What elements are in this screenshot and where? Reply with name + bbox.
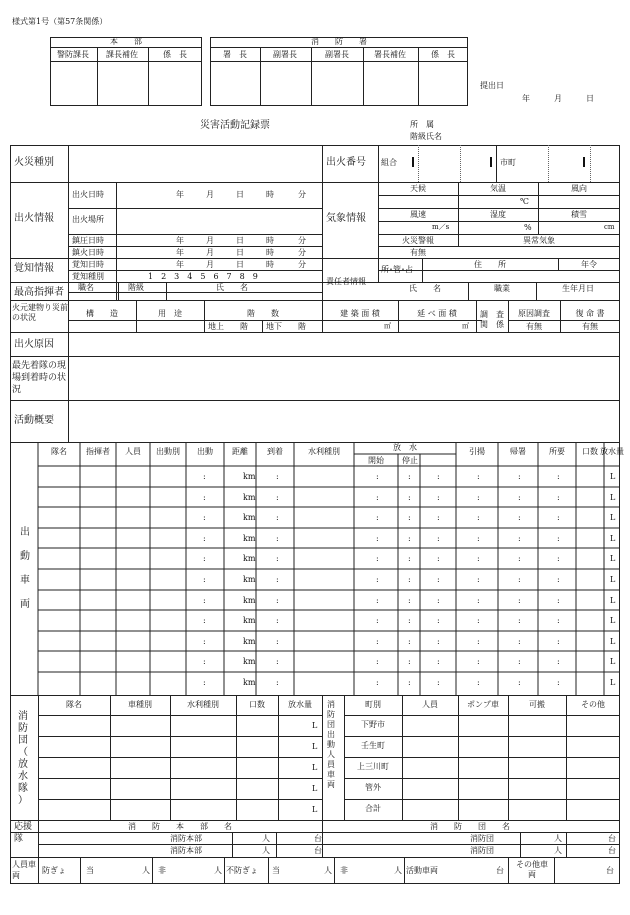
snow-label: 積雪 bbox=[571, 210, 587, 219]
vehicle-row-cell: L bbox=[610, 596, 616, 605]
vehicle-col-header: 口数 bbox=[582, 447, 598, 456]
rank-label: 階級 bbox=[128, 283, 144, 292]
vehicle-row-cell: : bbox=[408, 596, 411, 605]
ymd-unit: 分 bbox=[298, 190, 306, 199]
support-dan-nin: 人 bbox=[554, 834, 562, 843]
corps-section-label: 団 bbox=[18, 735, 28, 746]
vehicle-row-cell: : bbox=[518, 575, 521, 584]
corps-section-label: ） bbox=[18, 795, 28, 806]
support-nin: 人 bbox=[262, 834, 270, 843]
age-label: 年令 bbox=[581, 260, 597, 269]
vehicle-row-cell: : bbox=[518, 554, 521, 563]
restore-doc-label: 復 命 書 bbox=[575, 309, 605, 318]
dispatch-town: 下野市 bbox=[361, 720, 385, 729]
ymd-unit: 月 bbox=[206, 260, 214, 269]
ymd-unit: 分 bbox=[298, 260, 306, 269]
hi2-nin: 人 bbox=[394, 866, 402, 875]
dispatch-town: 上三川町 bbox=[357, 762, 389, 771]
vehicle-row-cell: : bbox=[477, 637, 480, 646]
vehicle-row-cell: : bbox=[203, 513, 206, 522]
support-dan-dai: 台 bbox=[608, 846, 616, 855]
vehicle-row-cell: : bbox=[276, 472, 279, 481]
vehicle-row-cell: : bbox=[203, 596, 206, 605]
vehicle-row-cell: : bbox=[276, 596, 279, 605]
support-dan-nin: 人 bbox=[554, 846, 562, 855]
support-dai: 台 bbox=[314, 846, 322, 855]
perception-label: 覚知情報 bbox=[14, 263, 54, 274]
vehicle-row-cell: : bbox=[477, 657, 480, 666]
personnel-label: 人員車両 bbox=[12, 860, 36, 880]
support-label: 応援隊 bbox=[14, 822, 33, 844]
vehicle-row-cell: : bbox=[437, 596, 440, 605]
ymd-unit: 分 bbox=[298, 248, 306, 257]
vehicle-row-cell: : bbox=[557, 616, 560, 625]
shobosho-header: 消 防 署 bbox=[311, 37, 367, 46]
ymd-unit: 年 bbox=[176, 236, 184, 245]
hi-label: 非 bbox=[158, 866, 166, 875]
sho-col: 副署長 bbox=[273, 50, 297, 59]
commander-label: 最高指揮者 bbox=[14, 287, 64, 298]
activity-label: 活動概要 bbox=[14, 415, 54, 426]
page-title: 災害活動記録票 bbox=[200, 120, 270, 131]
ymd-unit: 日 bbox=[236, 190, 244, 199]
vehicle-row-cell: L bbox=[610, 637, 616, 646]
vehicle-row-cell: : bbox=[557, 575, 560, 584]
vehicle-col-header: 放 水 bbox=[393, 443, 417, 452]
vehicle-row-cell: : bbox=[376, 596, 379, 605]
ymd-unit: 時 bbox=[266, 190, 274, 199]
fire-info-label: 出火情報 bbox=[14, 213, 54, 224]
first-unit-label: 最先着隊の現場到着時の状況 bbox=[12, 361, 67, 395]
total-area-unit: ㎡ bbox=[462, 322, 469, 330]
vehicle-row-cell: : bbox=[376, 472, 379, 481]
vehicle-row-cell: : bbox=[518, 493, 521, 502]
ymd-unit: 年 bbox=[176, 260, 184, 269]
vehicle-row-cell: : bbox=[518, 534, 521, 543]
support-honbu-header: 消 防 本 部 名 bbox=[128, 822, 232, 831]
form-number: 様式第1号（第57条関係） bbox=[12, 17, 108, 26]
investigation-label: 調 査関 係 bbox=[480, 310, 504, 329]
vehicle-row-cell: : bbox=[203, 616, 206, 625]
dispatch-col-header: ポンプ車 bbox=[467, 700, 499, 709]
vehicle-row-cell: : bbox=[276, 493, 279, 502]
vehicle-row-cell: : bbox=[376, 493, 379, 502]
cause-label: 出火原因 bbox=[14, 339, 54, 350]
vehicle-row-cell: km bbox=[243, 616, 256, 625]
address-label: 住 所 bbox=[474, 260, 506, 269]
ymd-unit: 月 bbox=[206, 236, 214, 245]
vehicle-row-cell: : bbox=[408, 534, 411, 543]
vehicle-row-cell: : bbox=[376, 637, 379, 646]
vehicle-row-cell: : bbox=[477, 554, 480, 563]
extinguish-label: 鎮火日時 bbox=[72, 248, 104, 257]
vehicle-col-header: 放水量 bbox=[600, 447, 624, 456]
vehicle-row-cell: : bbox=[203, 534, 206, 543]
vehicle-col-header: 距離 bbox=[232, 447, 248, 456]
vehicle-row-cell: L bbox=[610, 657, 616, 666]
vehicle-row-cell: : bbox=[408, 493, 411, 502]
tou-label: 当 bbox=[86, 866, 94, 875]
ymd-unit: 年 bbox=[176, 190, 184, 199]
tou2-nin: 人 bbox=[324, 866, 332, 875]
vehicle-row-cell: : bbox=[518, 616, 521, 625]
vehicle-row-cell: : bbox=[203, 637, 206, 646]
vehicle-row-cell: : bbox=[477, 534, 480, 543]
vehicle-row-cell: : bbox=[557, 596, 560, 605]
honbu-col: 係 長 bbox=[163, 50, 187, 59]
corps-L: L bbox=[312, 763, 318, 772]
support-dan-header: 消 防 団 名 bbox=[430, 822, 510, 831]
other-dai: 台 bbox=[606, 866, 614, 875]
below-floors: 地下 階 bbox=[266, 322, 306, 331]
vehicle-row-cell: : bbox=[477, 616, 480, 625]
kumiai-label: 組合 bbox=[381, 158, 397, 167]
structure-label: 構 造 bbox=[86, 309, 118, 318]
ymd-unit: 時 bbox=[266, 236, 274, 245]
temp-label: 気温 bbox=[490, 184, 506, 193]
fire-no-label: 出火番号 bbox=[326, 157, 366, 168]
corps-section-label: （ bbox=[18, 747, 28, 758]
vehicle-row-cell: : bbox=[518, 657, 521, 666]
vehicle-row-cell: L bbox=[610, 534, 616, 543]
support-dan-dai: 台 bbox=[608, 834, 616, 843]
dispatch-town: 合計 bbox=[365, 804, 381, 813]
vehicle-row-cell: km bbox=[243, 678, 256, 687]
bldg-area-label: 建 築 面 積 bbox=[340, 309, 380, 318]
corps-L: L bbox=[312, 742, 318, 751]
vehicle-row-cell: km bbox=[243, 596, 256, 605]
other-vehicle-label: その他車 両 bbox=[516, 860, 556, 879]
perception-numbers: 1 2 3 4 5 6 7 8 9 bbox=[148, 272, 258, 281]
vehicle-row-cell: : bbox=[518, 513, 521, 522]
vehicle-section-label-4: 両 bbox=[20, 599, 30, 610]
vehicle-section-label-2: 動 bbox=[20, 551, 30, 562]
vehicle-row-cell: : bbox=[376, 554, 379, 563]
vehicle-row-cell: : bbox=[276, 637, 279, 646]
bldg-area-unit: ㎡ bbox=[384, 322, 391, 330]
vehicle-row-cell: : bbox=[477, 575, 480, 584]
vehicle-col-header: 引揚 bbox=[469, 447, 485, 456]
vehicle-row-cell: : bbox=[408, 616, 411, 625]
vehicle-row-cell: : bbox=[408, 678, 411, 687]
vehicle-row-cell: : bbox=[518, 678, 521, 687]
corps-col-header: 隊名 bbox=[66, 700, 82, 709]
vehicle-row-cell: : bbox=[477, 513, 480, 522]
responsible-label: 責任者情報 bbox=[326, 277, 366, 286]
vehicle-row-cell: : bbox=[376, 657, 379, 666]
dispatch-col-header: 町別 bbox=[365, 700, 381, 709]
support-dai: 台 bbox=[314, 834, 322, 843]
vehicle-row-cell: : bbox=[376, 678, 379, 687]
vehicle-col-header: 停止 bbox=[402, 456, 418, 465]
vehicle-row-cell: : bbox=[557, 657, 560, 666]
vehicle-row-cell: : bbox=[203, 472, 206, 481]
corps-section-label: 水 bbox=[18, 771, 28, 782]
corps-section-label: 隊 bbox=[18, 783, 28, 794]
vehicle-col-header: 出動別 bbox=[156, 447, 180, 456]
birth-label: 生年月日 bbox=[562, 284, 594, 293]
honbu-col: 警防課長 bbox=[57, 50, 89, 59]
vehicle-row-cell: : bbox=[408, 657, 411, 666]
vehicle-col-header: 所要 bbox=[549, 447, 565, 456]
support-nin: 人 bbox=[262, 846, 270, 855]
vehicle-row-cell: : bbox=[203, 575, 206, 584]
corps-L: L bbox=[312, 805, 318, 814]
speed-unit: m／s bbox=[432, 223, 450, 231]
corps-L: L bbox=[312, 784, 318, 793]
vehicle-row-cell: L bbox=[610, 616, 616, 625]
resp-name-label: 氏 名 bbox=[409, 284, 441, 293]
vehicle-row-cell: : bbox=[557, 554, 560, 563]
vehicle-col-header: 開始 bbox=[368, 456, 384, 465]
ymd-unit: 時 bbox=[266, 248, 274, 257]
vehicle-row-cell: : bbox=[518, 596, 521, 605]
abnormal-label: 異常気象 bbox=[523, 236, 555, 245]
vehicle-row-cell: : bbox=[408, 513, 411, 522]
vehicle-row-cell: : bbox=[557, 678, 560, 687]
vehicle-col-header: 到着 bbox=[267, 447, 283, 456]
vehicle-row-cell: km bbox=[243, 534, 256, 543]
sho-col: 署 長 bbox=[223, 50, 247, 59]
vehicle-row-cell: km bbox=[243, 637, 256, 646]
vehicle-section-label-3: 車 bbox=[20, 575, 30, 586]
vehicle-row-cell: : bbox=[437, 678, 440, 687]
rank-name-label: 階級氏名 bbox=[410, 132, 442, 141]
vehicle-col-header: 隊名 bbox=[51, 447, 67, 456]
vehicle-col-header: 指揮者 bbox=[86, 447, 110, 456]
sho-col: 署長補佐 bbox=[374, 50, 406, 59]
vehicle-row-cell: L bbox=[610, 513, 616, 522]
shicho-label: 市町 bbox=[500, 158, 516, 167]
sho-col: 副署長 bbox=[325, 50, 349, 59]
vehicle-row-cell: : bbox=[518, 472, 521, 481]
dispatch-col-header: その他 bbox=[581, 700, 605, 709]
vehicle-row-cell: : bbox=[437, 657, 440, 666]
vehicle-row-cell: : bbox=[437, 472, 440, 481]
weather-info-label: 気象情報 bbox=[326, 213, 366, 224]
usage-label: 用 途 bbox=[158, 309, 182, 318]
fire-type-label: 火災種別 bbox=[14, 157, 54, 168]
date-year: 年 bbox=[522, 94, 530, 103]
ymd-unit: 年 bbox=[176, 248, 184, 257]
honbu-header: 本 部 bbox=[110, 37, 142, 46]
vehicle-row-cell: L bbox=[610, 575, 616, 584]
vehicle-col-header: 人員 bbox=[125, 447, 141, 456]
weather-label: 天候 bbox=[410, 184, 426, 193]
above-floors: 地上 階 bbox=[208, 322, 248, 331]
vehicle-row-cell: : bbox=[437, 575, 440, 584]
vehicle-row-cell: L bbox=[610, 493, 616, 502]
cm-unit: cm bbox=[604, 223, 615, 231]
vehicle-row-cell: : bbox=[437, 637, 440, 646]
temp-unit: ℃ bbox=[520, 197, 529, 206]
vehicle-row-cell: km bbox=[243, 493, 256, 502]
vehicle-section-label-1: 出 bbox=[20, 527, 30, 538]
vehicle-row-cell: : bbox=[408, 472, 411, 481]
fire-datetime-label: 出火日時 bbox=[72, 190, 104, 199]
vehicle-row-cell: km bbox=[243, 575, 256, 584]
corps-section-label: 放 bbox=[18, 759, 28, 770]
fubougyo-label: 不防ぎょ bbox=[226, 866, 258, 875]
vehicle-row-cell: : bbox=[477, 472, 480, 481]
total-area-label: 延 べ 面 積 bbox=[417, 309, 457, 318]
vehicle-row-cell: : bbox=[437, 616, 440, 625]
submit-date-label: 提出日 bbox=[480, 81, 504, 90]
vehicle-col-header: 出動 bbox=[197, 447, 213, 456]
vehicle-row-cell: : bbox=[376, 575, 379, 584]
vehicle-row-cell: : bbox=[376, 616, 379, 625]
bougyo-label: 防ぎょ bbox=[42, 866, 66, 875]
ymd-unit: 月 bbox=[206, 248, 214, 257]
vehicle-row-cell: : bbox=[276, 657, 279, 666]
vehicle-row-cell: : bbox=[203, 657, 206, 666]
date-month: 月 bbox=[554, 94, 562, 103]
vehicle-row-cell: : bbox=[203, 493, 206, 502]
support-honbu-row: 消防本部 bbox=[170, 846, 202, 855]
vehicle-row-cell: : bbox=[203, 678, 206, 687]
pct-unit: % bbox=[524, 223, 532, 232]
origin-bldg-label: 火元建物り災前の状況 bbox=[12, 303, 68, 322]
vehicle-row-cell: : bbox=[557, 534, 560, 543]
suppress-label: 鎮圧日時 bbox=[72, 236, 104, 245]
corps-col-header: 口数 bbox=[249, 700, 265, 709]
affiliation-label: 所 属 bbox=[410, 120, 434, 129]
alarm-yesno: 有無 bbox=[410, 248, 426, 257]
vehicle-row-cell: : bbox=[557, 472, 560, 481]
katsudo-label: 活動車両 bbox=[406, 866, 438, 875]
corps-L: L bbox=[312, 721, 318, 730]
ymd-unit: 月 bbox=[206, 190, 214, 199]
position-label: 職名 bbox=[78, 283, 94, 292]
katsudo-dai: 台 bbox=[496, 866, 504, 875]
support-dan-row: 消防団 bbox=[470, 846, 494, 855]
ymd-unit: 分 bbox=[298, 236, 306, 245]
tou2-label: 当 bbox=[272, 866, 280, 875]
vehicle-row-cell: : bbox=[276, 575, 279, 584]
vehicle-row-cell: : bbox=[203, 554, 206, 563]
vehicle-row-cell: km bbox=[243, 554, 256, 563]
corps-col-header: 水利種別 bbox=[187, 700, 219, 709]
vehicle-row-cell: : bbox=[437, 493, 440, 502]
dispatch-town: 壬生町 bbox=[361, 741, 385, 750]
vehicle-row-cell: : bbox=[408, 637, 411, 646]
support-honbu-row: 消防本部 bbox=[170, 834, 202, 843]
vehicle-row-cell: km bbox=[243, 472, 256, 481]
dispatch-label: 消防団出動人員車両 bbox=[327, 700, 335, 789]
perception-type-label: 覚知種別 bbox=[72, 272, 104, 281]
vehicle-row-cell: : bbox=[376, 513, 379, 522]
vehicle-row-cell: : bbox=[276, 513, 279, 522]
tou-nin: 人 bbox=[142, 866, 150, 875]
hi-nin: 人 bbox=[214, 866, 222, 875]
ymd-unit: 時 bbox=[266, 260, 274, 269]
vehicle-row-cell: : bbox=[477, 678, 480, 687]
vehicle-row-cell: L bbox=[610, 554, 616, 563]
vehicle-row-cell: : bbox=[408, 554, 411, 563]
ymd-unit: 日 bbox=[236, 260, 244, 269]
vehicle-row-cell: : bbox=[437, 513, 440, 522]
vehicle-row-cell: : bbox=[376, 534, 379, 543]
ymd-unit: 日 bbox=[236, 248, 244, 257]
corps-section-label: 消 bbox=[18, 711, 28, 722]
restore-yesno: 有無 bbox=[582, 322, 598, 331]
ymd-unit: 日 bbox=[236, 236, 244, 245]
dispatch-col-header: 人員 bbox=[422, 700, 438, 709]
vehicle-row-cell: : bbox=[477, 493, 480, 502]
vehicle-row-cell: : bbox=[518, 637, 521, 646]
vehicle-row-cell: : bbox=[477, 596, 480, 605]
floors-label: 階 数 bbox=[247, 309, 279, 318]
fire-alarm-label: 火災警報 bbox=[402, 236, 434, 245]
honbu-col: 課長補佐 bbox=[106, 50, 138, 59]
vehicle-row-cell: km bbox=[243, 513, 256, 522]
occupation-label: 職業 bbox=[494, 284, 510, 293]
cause-inv-label: 原因調査 bbox=[518, 309, 550, 318]
vehicle-col-header: 帰署 bbox=[510, 447, 526, 456]
vehicle-row-cell: km bbox=[243, 657, 256, 666]
vehicle-row-cell: L bbox=[610, 472, 616, 481]
vehicle-row-cell: : bbox=[276, 616, 279, 625]
vehicle-row-cell: : bbox=[437, 554, 440, 563]
vehicle-row-cell: : bbox=[276, 554, 279, 563]
vehicle-row-cell: : bbox=[437, 534, 440, 543]
vehicle-row-cell: : bbox=[276, 534, 279, 543]
vehicle-row-cell: : bbox=[557, 637, 560, 646]
vehicle-row-cell: : bbox=[557, 513, 560, 522]
corps-section-label: 防 bbox=[18, 723, 28, 734]
dispatch-town: 管外 bbox=[365, 783, 381, 792]
fire-place-label: 出火場所 bbox=[72, 215, 104, 224]
person-name-label: 氏 名 bbox=[216, 283, 248, 292]
perception-datetime-label: 覚知日時 bbox=[72, 260, 104, 269]
date-day: 日 bbox=[586, 94, 594, 103]
wind-dir-label: 風向 bbox=[571, 184, 587, 193]
hi2-label: 非 bbox=[340, 866, 348, 875]
dispatch-col-header: 可搬 bbox=[529, 700, 545, 709]
corps-col-header: 車種別 bbox=[128, 700, 152, 709]
wind-speed-label: 風速 bbox=[410, 210, 426, 219]
shokan-label: 所･管･占 bbox=[381, 265, 413, 274]
support-dan-row: 消防団 bbox=[470, 834, 494, 843]
corps-col-header: 放水量 bbox=[288, 700, 312, 709]
humidity-label: 湿度 bbox=[490, 210, 506, 219]
sho-col: 係 長 bbox=[431, 50, 455, 59]
vehicle-row-cell: : bbox=[276, 678, 279, 687]
cause-inv-yesno: 有無 bbox=[526, 322, 542, 331]
vehicle-row-cell: L bbox=[610, 678, 616, 687]
vehicle-row-cell: : bbox=[408, 575, 411, 584]
vehicle-row-cell: : bbox=[557, 493, 560, 502]
vehicle-col-header: 水利種別 bbox=[308, 447, 340, 456]
